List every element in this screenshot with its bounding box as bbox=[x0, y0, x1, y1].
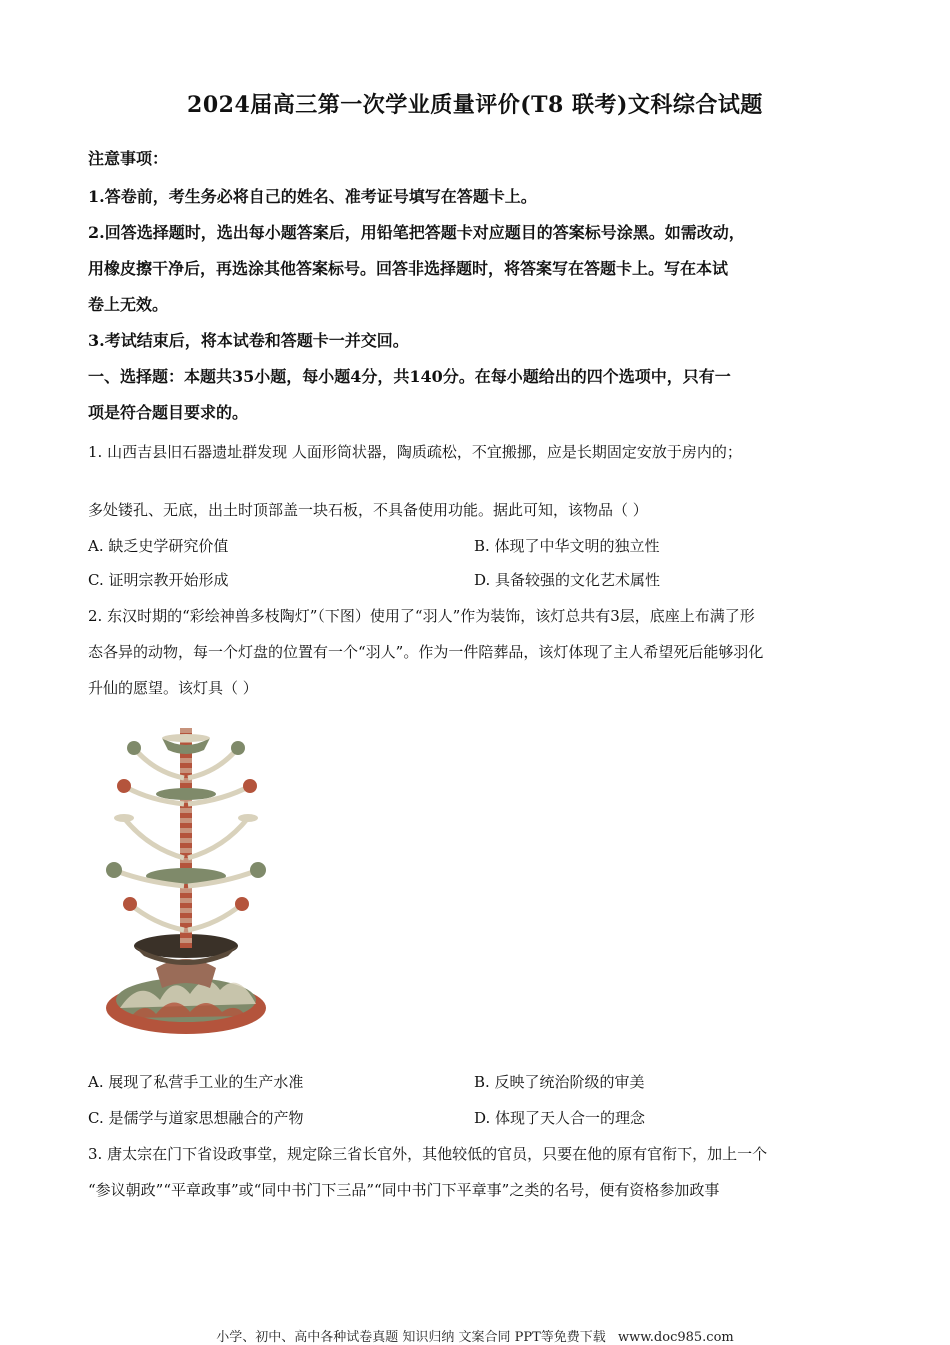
q2-option-c: C. 是儒学与道家思想融合的产物 bbox=[88, 1109, 304, 1127]
notice-item-1: 1.答卷前，考生务必将自己的姓名、准考证号填写在答题卡上。 bbox=[88, 187, 537, 206]
q3-stem-line-2: “参议朝政”“平章政事”或“同中书门下三品”“同中书门下平章事”之类的名号，便有资格参加政事 bbox=[88, 1181, 720, 1199]
section-heading-cont: 项是符合题目要求的。 bbox=[88, 403, 249, 422]
footer-site-link[interactable]: www.doc985.com bbox=[617, 1330, 734, 1345]
q1-stem-line-1: 1. 山西吉县旧石器遗址群发现 人面形筒状器，陶质疏松，不宜搬挪，应是长期固定安放于房内的； bbox=[88, 443, 742, 461]
q2-option-d: D. 体现了天人合一的理念 bbox=[474, 1109, 646, 1127]
q3-stem-line-1: 3. 唐太宗在门下省设政事堂，规定除三省长官外，其他较低的官员，只要在他的原有官衔下，加上一个 bbox=[88, 1145, 768, 1163]
q1-option-b: B. 体现了中华文明的独立性 bbox=[474, 537, 660, 555]
page-footer bbox=[0, 1326, 950, 1345]
q2-stem-line-2: 态各异的动物，每一个灯盘的位置有一个“羽人”。作为一件陪葬品，该灯体现了主人希望死后能够羽化 bbox=[88, 643, 764, 661]
pottery-lamp-illustration bbox=[100, 708, 276, 1038]
notice-heading: 注意事项： bbox=[88, 149, 169, 168]
exam-title: 2024届高三第一次学业质量评价(T8 联考)文科综合试题 bbox=[187, 92, 763, 118]
lamp-upper-dish bbox=[156, 788, 216, 800]
q1-option-a: A. 缺乏史学研究价值 bbox=[88, 537, 229, 555]
section-heading: 一、选择题：本题共35小题，每小题4分，共140分。在每小题给出的四个选项中，只有一 bbox=[88, 367, 731, 386]
notice-item-2-end: 卷上无效。 bbox=[88, 295, 169, 314]
notice-item-2: 2.回答选择题时，选出每小题答案后，用铅笔把答题卡对应题目的答案标号涂黑。如需改动， bbox=[88, 223, 745, 242]
q1-option-c: C. 证明宗教开始形成 bbox=[88, 571, 229, 589]
q1-stem-line-2: 多处镂孔、无底，出土时顶部盖一块石板，不具备使用功能。据此可知，该物品（ ） bbox=[88, 501, 648, 519]
q2-stem-line-3: 升仙的愿望。该灯具（ ） bbox=[88, 679, 258, 697]
notice-item-3: 3.考试结束后，将本试卷和答题卡一并交回。 bbox=[88, 331, 409, 350]
pottery-lamp-image bbox=[100, 708, 276, 1038]
notice-item-2-cont: 用橡皮擦干净后，再选涂其他答案标号。回答非选择题时，将答案写在答题卡上。写在本试 bbox=[88, 259, 729, 278]
footer-text: 小学、初中、高中各种试卷真题 知识归纳 文案合同 PPT等免费下载 bbox=[216, 1330, 606, 1345]
q1-option-d: D. 具备较强的文化艺术属性 bbox=[474, 571, 661, 589]
q2-option-b: B. 反映了统治阶级的审美 bbox=[474, 1073, 645, 1091]
q2-stem-line-1: 2. 东汉时期的“彩绘神兽多枝陶灯”（下图）使用了“羽人”作为装饰，该灯总共有3层，底座上布满了形 bbox=[88, 607, 755, 625]
q2-option-a: A. 展现了私营手工业的生产水准 bbox=[88, 1073, 304, 1091]
